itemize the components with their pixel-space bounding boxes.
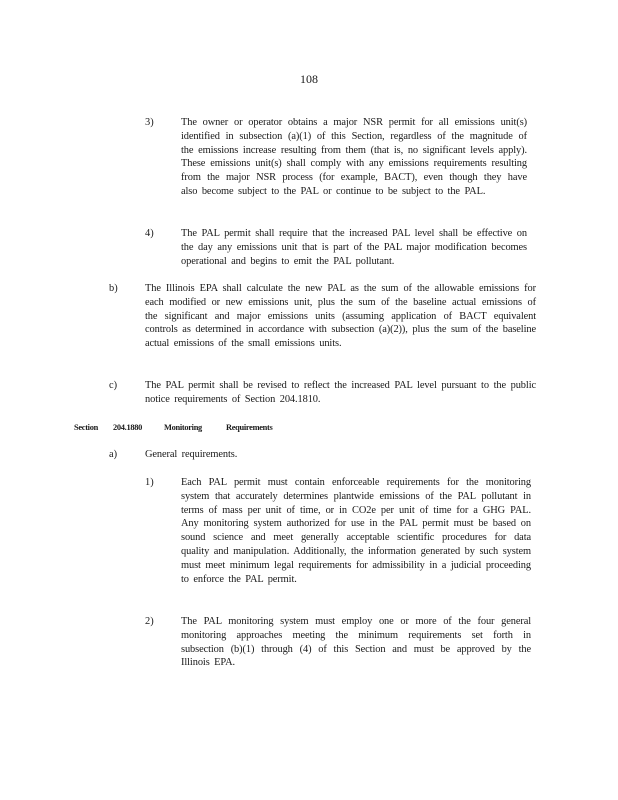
item-c-label: c): [109, 380, 118, 391]
a-2-text: The PAL monitoring system must employ one or more of the four general monitoring approaches meeting the minimum requirements set forth in subsection (b)(1) through (4) of this Section and must be approved by the Illinois EPA.: [181, 616, 531, 669]
a-1-label: 1): [145, 477, 154, 488]
sub-a-label: a): [109, 449, 118, 460]
section-title-part-2: Requirements: [226, 423, 273, 432]
item-b-text: The Illinois EPA shall calculate the new PAL as the sum of the allowable emissions for each modified or new emissions unit, plus the sum of the baseline actual emissions of the significant and major emissions units (assuming application of BACT equivalent controls as determined in accordance with subsection (a)(2)), plus the sum of the baseline actual emissions of the small emissions units.: [145, 283, 536, 350]
item-3-text: The owner or operator obtains a major NSR permit for all emissions unit(s) identified in subsection (a)(1) of this Section, regardless of the magnitude of the emissions increase resulting from them (that is, no significant levels apply). These emissions unit(s) shall comply with any emissions requirements resulting from the major NSR process (for example, BACT), even though they have also become subject to the PAL or continue to be subject to the PAL.: [181, 117, 527, 197]
a-1-text: Each PAL permit must contain enforceable requirements for the monitoring system that accurately determines plantwide emissions of the PAL pollutant in terms of mass per unit of time, or in CO2e per unit of time for a GHG PAL. Any monitoring system authorized for use in the PAL permit must be based on sound science and meet generally acceptable scientific procedures for data quality and manipulation. Additionally, the information generated by such system must meet minimum legal requirements for admissibility in a judicial proceeding to enforce the PAL permit.: [181, 477, 531, 585]
a-2-label: 2): [145, 616, 154, 627]
section-number: 204.1880: [113, 423, 143, 432]
item-c-text: The PAL permit shall be revised to reflect the increased PAL level pursuant to the public notice requirements of Section 204.1810.: [145, 380, 536, 405]
section-word: Section: [74, 423, 98, 432]
item-3-label: 3): [145, 117, 154, 128]
section-title-part-1: Monitoring: [164, 423, 202, 432]
item-b-label: b): [109, 283, 118, 294]
item-4-label: 4): [145, 228, 154, 239]
item-4-text: The PAL permit shall require that the increased PAL level shall be effective on the day any emissions unit that is part of the PAL major modification becomes operational and begins to emit the PAL pollutant.: [181, 228, 527, 267]
page-number: 108: [300, 72, 318, 86]
sub-a-text: General requirements.: [145, 449, 238, 460]
